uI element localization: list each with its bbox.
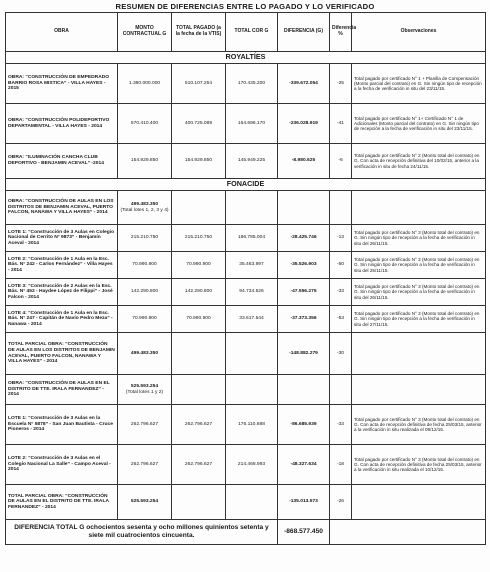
cell-monto: 262.796.627 <box>118 445 172 485</box>
header-diferencia: DIFERENCIA (G) <box>278 13 330 52</box>
cell-monto: 1.380.000.000 <box>118 64 172 104</box>
cell-observaciones: Total pagado por certificado N° 3 (Monto total del contrato) en G. Sin ningún tipo de recepción a la fecha de verificación in situ del 26/11/15. <box>352 279 486 306</box>
table-row <box>6 225 486 252</box>
cell-obra: TOTAL PARCIAL OBRA: “CONSTRUCCIÓN DE AULAS EN LOS DISTRITOS DE BENJAMIN ACEVAL, PUERTO FALCON, NANAWA Y VILLA HAYES” - 2014 <box>6 333 118 375</box>
cell-pagado: 70.990.900 <box>172 306 226 333</box>
header-diferencia-pct: Diferencia % <box>330 13 352 52</box>
monto-value: 499.483.350 <box>130 201 159 207</box>
cell-obra: OBRA: “CONSTRUCCIÓN DE EMPEDRADO BARRIO ROSA MISTICA” - VILLA HAYES - 2015 <box>6 64 118 104</box>
cell-observaciones: Total pagado por certificado N° 3 (Monto total del contrato) en G. Sin ningún tipo de recepción a la fecha de verificación in situ del 25/11/15. <box>352 252 486 279</box>
cell-pagado <box>172 191 226 225</box>
table-row <box>6 279 486 306</box>
section-row-royalties <box>6 52 486 64</box>
table-header-row <box>6 13 486 52</box>
cell-diferencia: -47.556.275 <box>278 279 330 306</box>
cell-cor: 176.110.688 <box>226 405 278 445</box>
cell-pct: -53 <box>330 306 352 333</box>
cell-diferencia: -339.672.054 <box>278 64 330 104</box>
cell-pagado: 262.796.627 <box>172 405 226 445</box>
table-row <box>6 445 486 485</box>
cell-obra: LOTE 1: “Construcción de 3 Aulas en Colegio Nacional de Cerrito N° 9873” - Benjamín Aceval - 2014 <box>6 225 118 252</box>
cell-obra: LOTE 2: “Construcción de 3 Aulas en el Colegio Nacional La Salle” - Campo Aceval - 2014 <box>6 445 118 485</box>
table-row <box>6 252 486 279</box>
cell-monto: 154.929.850 <box>118 144 172 179</box>
cell-monto <box>118 375 172 405</box>
cell-pagado <box>172 333 226 375</box>
total-value: -868.577.450 <box>278 520 330 545</box>
cell-pct: -25 <box>330 64 352 104</box>
differences-table <box>5 12 486 545</box>
cell-diferencia <box>278 375 330 405</box>
cell-pct: -30 <box>330 333 352 375</box>
cell-observaciones <box>352 333 486 375</box>
cell-cor: 35.463.997 <box>226 252 278 279</box>
table-row <box>6 306 486 333</box>
total-empty <box>330 520 486 545</box>
cell-cor: 214.468.993 <box>226 445 278 485</box>
cell-obra: TOTAL PARCIAL OBRA: “CONSTRUCCIÓN DE AULAS EN EL DISTRITO DE TTE. IRALA FERNANDEZ” - 2014 <box>6 485 118 520</box>
cell-pct <box>330 375 352 405</box>
cell-obra: OBRA: “ILUMINACIÓN CANCHA CLUB DEPORTIVO - BENJAMIN ACEVAL” -2014 <box>6 144 118 179</box>
cell-diferencia: -8.980.625 <box>278 144 330 179</box>
monto-note: (Total lotes 1, 2, 3 y 4) <box>120 207 169 213</box>
cell-observaciones: Total pagado por certificado N° 1 + Planilla de Compensación (Monto parcial del contrato) en G. Sin ningún tipo de recepción a la fecha de verificación in situ del 23/11/15. <box>352 64 486 104</box>
cell-monto: 215.210.750 <box>118 225 172 252</box>
cell-cor: 164.696.170 <box>226 104 278 144</box>
table-row <box>6 64 486 104</box>
cell-pagado: 154.929.850 <box>172 144 226 179</box>
cell-cor <box>226 191 278 225</box>
cell-diferencia: -48.327.634 <box>278 445 330 485</box>
cell-observaciones: Total pagado por certificado N° 3 (Monto total del contrato) en G. Con acta de recepción definitiva de fecha 25/03/15, anterior a la verificación in situ realizada el 09/12/15. <box>352 405 486 445</box>
cell-diferencia: -35.526.903 <box>278 252 330 279</box>
cell-monto: 70.990.900 <box>118 306 172 333</box>
total-row <box>6 520 486 545</box>
cell-pagado: 142.290.800 <box>172 279 226 306</box>
cell-monto: 70.990.900 <box>118 252 172 279</box>
cell-cor: 94.734.526 <box>226 279 278 306</box>
cell-diferencia: -148.882.279 <box>278 333 330 375</box>
cell-pct: -50 <box>330 252 352 279</box>
cell-observaciones: Total pagado por certificado N° 3 (Monto total del contrato) en G. Con acta de recepción definitiva de fecha 25/03/15, anterior a la verificación in situ realizada el 10/12/15. <box>352 445 486 485</box>
cell-cor: 186.785.004 <box>226 225 278 252</box>
cell-pct <box>330 191 352 225</box>
table-row <box>6 405 486 445</box>
table-row <box>6 485 486 520</box>
cell-monto: 499.483.350 <box>118 333 172 375</box>
header-total-cor: TOTAL COR G <box>226 13 278 52</box>
cell-obra: LOTE 3: “Construcción de 2 Aulas en la Esc. Bás. N° 452 - Haydee López de Filippi” - José Falcon - 2014 <box>6 279 118 306</box>
table-row <box>6 144 486 179</box>
monto-note: (Total lotes 1 y 2) <box>125 389 164 395</box>
cell-diferencia: -86.685.939 <box>278 405 330 445</box>
header-monto: MONTO CONTRACTUAL G <box>118 13 172 52</box>
cell-monto: 570.410.400 <box>118 104 172 144</box>
cell-pct: -41 <box>330 104 352 144</box>
section-row-fonacide <box>6 179 486 191</box>
table-row <box>6 191 486 225</box>
section-title-royalties: ROYALTÍES <box>6 52 486 64</box>
cell-pagado: 510.107.254 <box>172 64 226 104</box>
cell-pct: -33 <box>330 279 352 306</box>
cell-diferencia: -28.425.746 <box>278 225 330 252</box>
cell-obra: LOTE 4: “Construcción de 1 Aula en la Esc. Bás. N° 247 - Capitán de Navío Pedro Meza” - Nanawa - 2014 <box>6 306 118 333</box>
cell-pct: -18 <box>330 445 352 485</box>
cell-obra: OBRA: “CONSTRUCCIÓN POLIDEPORTIVO DEPARTAMENTAL - VILLA HAYES - 2014 <box>6 104 118 144</box>
cell-monto <box>118 191 172 225</box>
header-obra: OBRA <box>6 13 118 52</box>
cell-cor: 145.949.225 <box>226 144 278 179</box>
cell-cor <box>226 485 278 520</box>
cell-cor: 33.617.544 <box>226 306 278 333</box>
cell-observaciones: Total pagado por certificado N° 3 (Monto total del contrato) en G. Sin ningún tipo de recepción a la fecha de verificación in situ del 27/11/15. <box>352 306 486 333</box>
cell-obra: OBRA: “CONSTRUCCIÓN DE AULAS EN LOS DISTRITOS DE BENJAMIN ACEVAL, PUERTO FALCON, NANAWA Y VILLA HAYES” - 2014 <box>6 191 118 225</box>
header-observaciones: Observaciones <box>352 13 486 52</box>
cell-pagado: 70.990.900 <box>172 252 226 279</box>
cell-cor <box>226 333 278 375</box>
cell-diferencia: -236.028.919 <box>278 104 330 144</box>
table-row <box>6 104 486 144</box>
cell-obra: OBRA: “CONSTRUCCIÓN DE AULAS EN EL DISTRITO DE TTE. IRALA FERNANDEZ” - 2014 <box>6 375 118 405</box>
cell-pct: -13 <box>330 225 352 252</box>
cell-observaciones <box>352 191 486 225</box>
cell-cor <box>226 375 278 405</box>
cell-diferencia <box>278 191 330 225</box>
cell-pct: -6 <box>330 144 352 179</box>
monto-value: 525.593.254 <box>130 383 159 389</box>
cell-observaciones: Total pagado por certificado N° 2 (Monto total del contrato) en G. Con acta de recepción definitiva del 10/02/15, anterior a la verificación in situ de fecha 24/11/15. <box>352 144 486 179</box>
cell-diferencia: -37.373.356 <box>278 306 330 333</box>
total-label: DIFERENCIA TOTAL G ochocientos sesenta y ocho millones quinientos setenta y siete mil cuatrocientos cincuenta. <box>6 520 278 545</box>
header-total-pagado: TOTAL PAGADO (a la fecha de la VTIS) <box>172 13 226 52</box>
cell-diferencia: -135.013.573 <box>278 485 330 520</box>
cell-observaciones: Total pagado por certificado N° 1+ Certificado N° 1 de Adicionales (Monto parcial del contrato) en G. Sin ningún tipo de recepción a la fecha de verificación in situ del 23/11/15. <box>352 104 486 144</box>
cell-pagado: 215.210.750 <box>172 225 226 252</box>
cell-pagado <box>172 375 226 405</box>
cell-pagado <box>172 485 226 520</box>
cell-pct: -26 <box>330 485 352 520</box>
cell-observaciones: Total pagado por certificado N° 3 (Monto total del contrato) en G. Sin ningún tipo de recepción a la fecha de verificación in situ del 26/11/15. <box>352 225 486 252</box>
cell-obra: LOTE 1: “Construcción de 3 Aulas en la Escuela N° 5878” - San Juan Bautista - Cruce Pioneros - 2014 <box>6 405 118 445</box>
cell-cor: 170.435.200 <box>226 64 278 104</box>
cell-observaciones <box>352 375 486 405</box>
cell-monto: 262.796.627 <box>118 405 172 445</box>
table-row <box>6 375 486 405</box>
cell-monto: 142.290.800 <box>118 279 172 306</box>
section-title-fonacide: FONACIDE <box>6 179 486 191</box>
cell-pct: -33 <box>330 405 352 445</box>
table-row <box>6 333 486 375</box>
cell-observaciones <box>352 485 486 520</box>
cell-obra: LOTE 2: “Construcción de 1 Aula en la Esc. Bás. N° 242 - Carlos Fernández” - Villa Hayes - 2014 <box>6 252 118 279</box>
cell-pagado: 262.796.627 <box>172 445 226 485</box>
cell-pagado: 400.725.089 <box>172 104 226 144</box>
cell-monto: 525.593.254 <box>118 485 172 520</box>
document-title: RESUMEN DE DIFERENCIAS ENTRE LO PAGADO Y LO VERIFICADO <box>115 2 375 11</box>
